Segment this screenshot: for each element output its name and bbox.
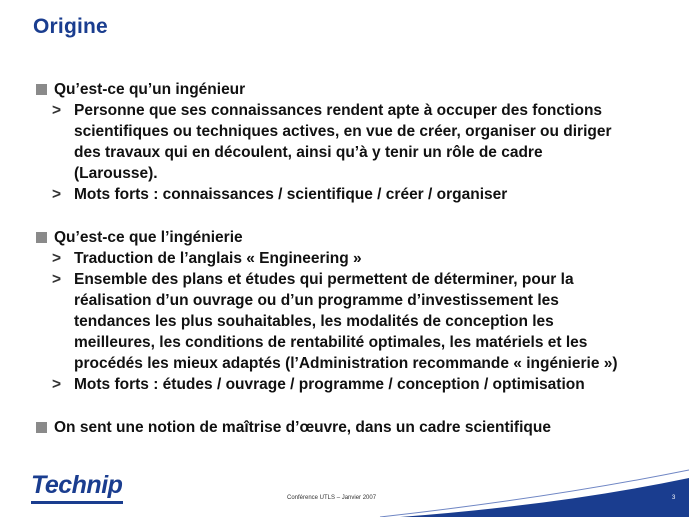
sub-bullet-line: tendances les plus souhaitables, les modalités de conception les [74, 313, 554, 330]
footer-text: Conférence UTLS – Janvier 2007 [287, 495, 377, 501]
sub-bullet-line: (Larousse). [74, 165, 158, 182]
page-number: 3 [672, 495, 676, 501]
sub-bullet-line: Ensemble des plans et études qui permettent de déterminer, pour la [74, 271, 574, 288]
technip-logo: Technip [31, 471, 123, 499]
section-heading-text: Qu’est-ce qu’un ingénieur [54, 81, 246, 98]
sub-bullet-line: Mots forts : études / ouvrage / programme / conception / optimisation [74, 376, 585, 393]
section-heading-text: On sent une notion de maîtrise d’œuvre, dans un cadre scientifique [54, 419, 551, 436]
sub-bullet-line: réalisation d’un ouvrage ou d’un programme d’investissement les [74, 292, 559, 309]
arrow-bullet-icon: > [52, 271, 62, 288]
arrow-bullet-icon: > [52, 250, 62, 267]
sub-bullet-line: procédés les mieux adaptés (l’Administration recommande « ingénierie ») [74, 355, 618, 372]
arrow-bullet-icon: > [52, 102, 62, 119]
sub-bullet-line: scientifiques ou techniques actives, en vue de créer, organiser ou diriger [74, 123, 612, 140]
section-heading-text: Qu’est-ce que l’ingénierie [54, 229, 243, 246]
arrow-bullet-icon: > [52, 186, 62, 203]
slide-title: Origine [33, 15, 108, 38]
sub-bullet-line: meilleures, les conditions de rentabilité optimales, les matériels et les [74, 334, 588, 351]
logo-underline [31, 501, 123, 504]
sub-bullet-line: Traduction de l’anglais « Engineering » [74, 250, 362, 267]
arrow-bullet-icon: > [52, 376, 62, 393]
sub-bullet-line: Mots forts : connaissances / scientifique / créer / organiser [74, 186, 508, 203]
sub-bullet-line: Personne que ses connaissances rendent apte à occuper des fonctions [74, 102, 603, 119]
sub-bullet-line: des travaux qui en découlent, ainsi qu’à y tenir un rôle de cadre [74, 144, 543, 161]
